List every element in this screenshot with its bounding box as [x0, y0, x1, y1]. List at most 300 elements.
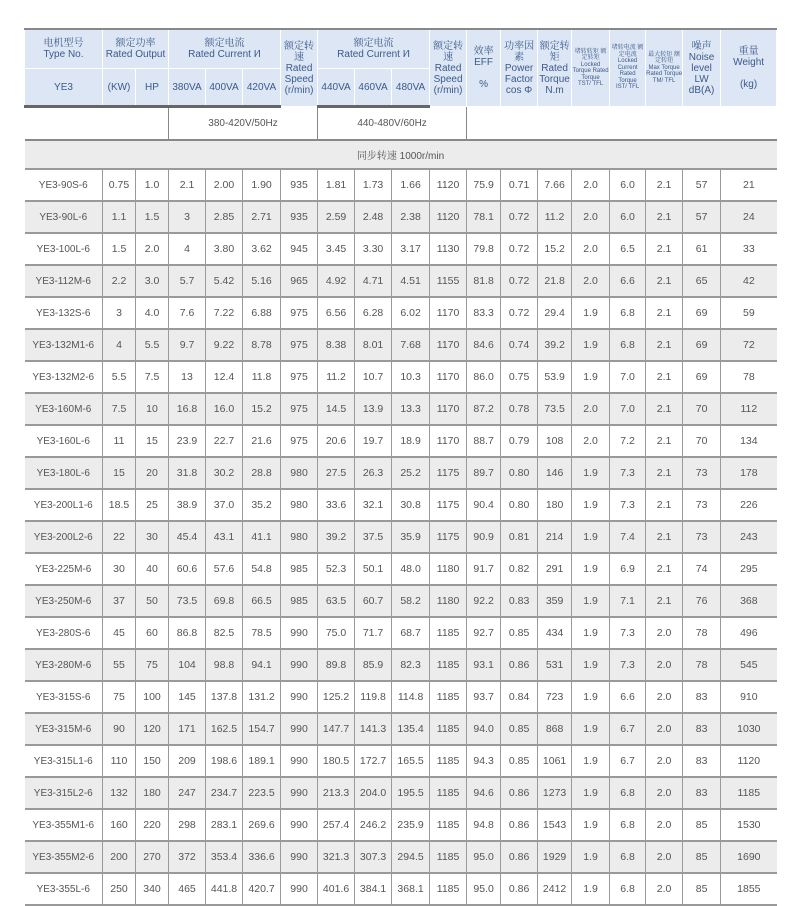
- value-cell: 60: [136, 617, 169, 649]
- value-cell: 2.0: [572, 201, 610, 233]
- value-cell: 154.7: [243, 713, 281, 745]
- value-cell: 89.8: [318, 649, 355, 681]
- value-cell: 2.0: [646, 745, 683, 777]
- value-cell: 1.9: [572, 809, 610, 841]
- header-current-60: [318, 29, 430, 69]
- blank-cell: [467, 107, 777, 141]
- value-cell: 73: [683, 521, 721, 553]
- value-cell: 2.1: [646, 265, 683, 297]
- value-cell: 6.7: [610, 713, 646, 745]
- value-cell: 2.1: [646, 233, 683, 265]
- value-cell: 24: [721, 201, 777, 233]
- torque-cn: 额定转矩: [539, 40, 570, 63]
- header-output: [103, 29, 169, 69]
- value-cell: 1185: [430, 809, 467, 841]
- value-cell: 0.79: [501, 425, 538, 457]
- speed-cn: 额定转速: [433, 40, 464, 63]
- blank-cell: [25, 107, 169, 141]
- tmax-cn: 最大转矩 额定转矩: [648, 51, 680, 65]
- value-cell: 3.80: [206, 233, 243, 265]
- eff-en: EFF: [474, 57, 494, 68]
- value-cell: 2.0: [572, 265, 610, 297]
- value-cell: 70: [683, 393, 721, 425]
- value-cell: 85: [683, 841, 721, 873]
- value-cell: 368: [721, 585, 777, 617]
- value-cell: 247: [169, 777, 206, 809]
- value-cell: 0.80: [501, 489, 538, 521]
- value-cell: 33: [721, 233, 777, 265]
- value-cell: 0.83: [501, 585, 538, 617]
- value-cell: 57: [683, 169, 721, 201]
- value-cell: 0.72: [501, 265, 538, 297]
- value-cell: 0.71: [501, 169, 538, 201]
- value-cell: 7.3: [610, 457, 646, 489]
- value-cell: 1.9: [572, 361, 610, 393]
- value-cell: 1.9: [572, 713, 610, 745]
- value-cell: 45: [103, 617, 136, 649]
- value-cell: 7.66: [538, 169, 572, 201]
- weight-unit: (kg): [739, 79, 758, 90]
- value-cell: 20.6: [318, 425, 355, 457]
- value-cell: 0.86: [501, 809, 538, 841]
- type-cell: YE3-280M-6: [25, 649, 103, 681]
- value-cell: 6.6: [610, 681, 646, 713]
- value-cell: 25.2: [392, 457, 430, 489]
- value-cell: 75: [103, 681, 136, 713]
- header-current-50: [169, 29, 281, 69]
- value-cell: 81.8: [467, 265, 501, 297]
- type-en: Type No.: [43, 49, 84, 60]
- header-440va: 440VA: [318, 69, 355, 107]
- current-en: Rated Current I⁄I: [188, 49, 261, 60]
- value-cell: 1120: [430, 201, 467, 233]
- value-cell: 6.8: [610, 297, 646, 329]
- value-cell: 1.9: [572, 649, 610, 681]
- value-cell: 63.5: [318, 585, 355, 617]
- value-cell: 975: [281, 329, 318, 361]
- value-cell: 2.0: [646, 713, 683, 745]
- value-cell: 71.7: [355, 617, 392, 649]
- type-cell: YE3-132M2-6: [25, 361, 103, 393]
- value-cell: 69: [683, 329, 721, 361]
- table-row: [25, 873, 777, 905]
- value-cell: 92.7: [467, 617, 501, 649]
- value-cell: 209: [169, 745, 206, 777]
- value-cell: 226: [721, 489, 777, 521]
- table-row: [25, 809, 777, 841]
- value-cell: 0.72: [501, 297, 538, 329]
- value-cell: 104: [169, 649, 206, 681]
- value-cell: 95.0: [467, 873, 501, 905]
- value-cell: 7.0: [610, 393, 646, 425]
- value-cell: 0.75: [103, 169, 136, 201]
- noise-cn: 噪声: [691, 40, 712, 52]
- value-cell: 531: [538, 649, 572, 681]
- value-cell: 2.38: [392, 201, 430, 233]
- header-eff: [467, 29, 501, 107]
- header-420va: 420VA: [243, 69, 281, 107]
- value-cell: 1.66: [392, 169, 430, 201]
- sync-speed-row: [25, 140, 777, 169]
- type-cell: YE3-280S-6: [25, 617, 103, 649]
- value-cell: 74: [683, 553, 721, 585]
- value-cell: 990: [281, 713, 318, 745]
- value-cell: 6.02: [392, 297, 430, 329]
- value-cell: 1690: [721, 841, 777, 873]
- value-cell: 1.9: [572, 329, 610, 361]
- value-cell: 434: [538, 617, 572, 649]
- value-cell: 1.73: [355, 169, 392, 201]
- value-cell: 11: [103, 425, 136, 457]
- value-cell: 75.0: [318, 617, 355, 649]
- value-cell: 55: [103, 649, 136, 681]
- eff-unit: %: [479, 79, 489, 90]
- value-cell: 990: [281, 745, 318, 777]
- value-cell: 7.3: [610, 617, 646, 649]
- freq-50hz: 380-420V/50Hz: [169, 107, 318, 141]
- value-cell: 94.1: [243, 649, 281, 681]
- value-cell: 7.1: [610, 585, 646, 617]
- value-cell: 985: [281, 553, 318, 585]
- value-cell: 0.74: [501, 329, 538, 361]
- value-cell: 15: [103, 457, 136, 489]
- value-cell: 30: [136, 521, 169, 553]
- value-cell: 200: [103, 841, 136, 873]
- value-cell: 723: [538, 681, 572, 713]
- value-cell: 1.9: [572, 745, 610, 777]
- value-cell: 72: [721, 329, 777, 361]
- value-cell: 26.3: [355, 457, 392, 489]
- value-cell: 1170: [430, 329, 467, 361]
- value-cell: 31.8: [169, 457, 206, 489]
- value-cell: 1855: [721, 873, 777, 905]
- header-torque: [538, 29, 572, 107]
- value-cell: 291: [538, 553, 572, 585]
- value-cell: 359: [538, 585, 572, 617]
- value-cell: 60.7: [355, 585, 392, 617]
- value-cell: 85.9: [355, 649, 392, 681]
- value-cell: 1061: [538, 745, 572, 777]
- value-cell: 7.3: [610, 489, 646, 521]
- value-cell: 70: [683, 425, 721, 457]
- value-cell: 1180: [430, 553, 467, 585]
- value-cell: 307.3: [355, 841, 392, 873]
- output-en: Rated Output: [105, 49, 166, 60]
- value-cell: 243: [721, 521, 777, 553]
- value-cell: 146: [538, 457, 572, 489]
- value-cell: 9.7: [169, 329, 206, 361]
- value-cell: 270: [136, 841, 169, 873]
- value-cell: 37.0: [206, 489, 243, 521]
- value-cell: 15: [136, 425, 169, 457]
- header-tst: [572, 29, 610, 107]
- value-cell: 1.5: [103, 233, 136, 265]
- value-cell: 204.0: [355, 777, 392, 809]
- value-cell: 57.6: [206, 553, 243, 585]
- value-cell: 0.81: [501, 521, 538, 553]
- value-cell: 7.2: [610, 425, 646, 457]
- value-cell: 135.4: [392, 713, 430, 745]
- table-row: [25, 553, 777, 585]
- value-cell: 189.1: [243, 745, 281, 777]
- value-cell: 10.7: [355, 361, 392, 393]
- value-cell: 2.0: [646, 777, 683, 809]
- value-cell: 58.2: [392, 585, 430, 617]
- value-cell: 990: [281, 617, 318, 649]
- type-cell: YE3-90S-6: [25, 169, 103, 201]
- value-cell: 283.1: [206, 809, 243, 841]
- value-cell: 8.78: [243, 329, 281, 361]
- value-cell: 3: [103, 297, 136, 329]
- value-cell: 1185: [430, 745, 467, 777]
- value-cell: 0.86: [501, 777, 538, 809]
- tmax-en: Max Torque Rated Torque: [646, 64, 683, 78]
- value-cell: 90: [103, 713, 136, 745]
- ist-cn: 堵转电流 额定电流: [611, 45, 644, 58]
- value-cell: 235.9: [392, 809, 430, 841]
- value-cell: 93.7: [467, 681, 501, 713]
- value-cell: 220: [136, 809, 169, 841]
- value-cell: 2.1: [646, 297, 683, 329]
- value-cell: 1130: [430, 233, 467, 265]
- value-cell: 990: [281, 841, 318, 873]
- header-type: [25, 29, 103, 69]
- value-cell: 0.75: [501, 361, 538, 393]
- value-cell: 7.5: [103, 393, 136, 425]
- torque-unit: N.m: [545, 84, 564, 96]
- value-cell: 78: [683, 649, 721, 681]
- noise-unit: dB(A): [688, 84, 715, 96]
- value-cell: 441.8: [206, 873, 243, 905]
- value-cell: 90.4: [467, 489, 501, 521]
- value-cell: 6.28: [355, 297, 392, 329]
- output-cn: 额定功率: [115, 38, 156, 49]
- value-cell: 1273: [538, 777, 572, 809]
- value-cell: 2.0: [136, 233, 169, 265]
- value-cell: 39.2: [318, 521, 355, 553]
- value-cell: 1.9: [572, 873, 610, 905]
- value-cell: 2.1: [646, 169, 683, 201]
- value-cell: 935: [281, 201, 318, 233]
- value-cell: 0.78: [501, 393, 538, 425]
- header-pf: [501, 29, 538, 107]
- value-cell: 73.5: [169, 585, 206, 617]
- table-row: [25, 233, 777, 265]
- value-cell: 10: [136, 393, 169, 425]
- table-header: [25, 29, 777, 107]
- eff-cn: 效率: [473, 46, 494, 57]
- table-row: [25, 777, 777, 809]
- value-cell: 120: [136, 713, 169, 745]
- value-cell: 5.42: [206, 265, 243, 297]
- value-cell: 98.8: [206, 649, 243, 681]
- value-cell: 980: [281, 489, 318, 521]
- value-cell: 15.2: [538, 233, 572, 265]
- header-480va: 480VA: [392, 69, 430, 107]
- value-cell: 2.0: [572, 425, 610, 457]
- value-cell: 27.5: [318, 457, 355, 489]
- value-cell: 1120: [721, 745, 777, 777]
- value-cell: 83: [683, 681, 721, 713]
- value-cell: 3.17: [392, 233, 430, 265]
- value-cell: 43.1: [206, 521, 243, 553]
- value-cell: 935: [281, 169, 318, 201]
- value-cell: 28.8: [243, 457, 281, 489]
- value-cell: 160: [103, 809, 136, 841]
- header-hp: HP: [136, 69, 169, 107]
- value-cell: 1543: [538, 809, 572, 841]
- type-cell: YE3-200L2-6: [25, 521, 103, 553]
- speed-unit: (r/min): [284, 84, 314, 96]
- value-cell: 975: [281, 393, 318, 425]
- value-cell: 125.2: [318, 681, 355, 713]
- value-cell: 5.5: [136, 329, 169, 361]
- value-cell: 95.0: [467, 841, 501, 873]
- value-cell: 7.4: [610, 521, 646, 553]
- value-cell: 150: [136, 745, 169, 777]
- weight-cn: 重量: [738, 46, 759, 57]
- value-cell: 83.3: [467, 297, 501, 329]
- table-row: [25, 713, 777, 745]
- value-cell: 147.7: [318, 713, 355, 745]
- value-cell: 13.9: [355, 393, 392, 425]
- value-cell: 295: [721, 553, 777, 585]
- value-cell: 1.5: [136, 201, 169, 233]
- value-cell: 50.1: [355, 553, 392, 585]
- value-cell: 213.3: [318, 777, 355, 809]
- value-cell: 9.22: [206, 329, 243, 361]
- value-cell: 2.85: [206, 201, 243, 233]
- table-row: [25, 201, 777, 233]
- value-cell: 6.8: [610, 809, 646, 841]
- value-cell: 1185: [430, 777, 467, 809]
- value-cell: 2.1: [646, 489, 683, 521]
- pf-unit: cos Φ: [505, 84, 533, 96]
- value-cell: 1.9: [572, 617, 610, 649]
- value-cell: 29.4: [538, 297, 572, 329]
- value-cell: 110: [103, 745, 136, 777]
- sync-speed: 同步转速 1000r/min: [25, 140, 777, 169]
- value-cell: 66.5: [243, 585, 281, 617]
- type-cell: YE3-355M2-6: [25, 841, 103, 873]
- torque-en: Rated Torque: [539, 62, 570, 85]
- frequency-row: [25, 107, 777, 141]
- value-cell: 119.8: [355, 681, 392, 713]
- value-cell: 18.9: [392, 425, 430, 457]
- type-cell: YE3-132M1-6: [25, 329, 103, 361]
- value-cell: 4: [103, 329, 136, 361]
- value-cell: 0.86: [501, 841, 538, 873]
- value-cell: 1120: [430, 169, 467, 201]
- type-cell: YE3-180L-6: [25, 457, 103, 489]
- value-cell: 172.7: [355, 745, 392, 777]
- table-row: [25, 745, 777, 777]
- value-cell: 7.6: [169, 297, 206, 329]
- value-cell: 1.9: [572, 457, 610, 489]
- table-row: [25, 265, 777, 297]
- value-cell: 5.16: [243, 265, 281, 297]
- value-cell: 16.8: [169, 393, 206, 425]
- value-cell: 171: [169, 713, 206, 745]
- value-cell: 6.8: [610, 329, 646, 361]
- motor-spec-table: [24, 28, 777, 906]
- value-cell: 78.1: [467, 201, 501, 233]
- value-cell: 1170: [430, 361, 467, 393]
- value-cell: 61: [683, 233, 721, 265]
- value-cell: 5.7: [169, 265, 206, 297]
- value-cell: 353.4: [206, 841, 243, 873]
- value-cell: 83: [683, 713, 721, 745]
- type-cell: YE3-100L-6: [25, 233, 103, 265]
- value-cell: 7.68: [392, 329, 430, 361]
- header-noise: [683, 29, 721, 107]
- value-cell: 68.7: [392, 617, 430, 649]
- value-cell: 0.72: [501, 201, 538, 233]
- value-cell: 990: [281, 809, 318, 841]
- value-cell: 37: [103, 585, 136, 617]
- value-cell: 4.92: [318, 265, 355, 297]
- value-cell: 134: [721, 425, 777, 457]
- noise-en: Noise level LW: [688, 51, 715, 85]
- speed-en: Rated Speed: [284, 62, 314, 85]
- value-cell: 1170: [430, 425, 467, 457]
- value-cell: 21: [721, 169, 777, 201]
- value-cell: 2.71: [243, 201, 281, 233]
- value-cell: 12.4: [206, 361, 243, 393]
- value-cell: 2.1: [646, 361, 683, 393]
- value-cell: 1170: [430, 393, 467, 425]
- value-cell: 69: [683, 361, 721, 393]
- value-cell: 19.7: [355, 425, 392, 457]
- value-cell: 180.5: [318, 745, 355, 777]
- value-cell: 37.5: [355, 521, 392, 553]
- value-cell: 48.0: [392, 553, 430, 585]
- value-cell: 82.3: [392, 649, 430, 681]
- value-cell: 131.2: [243, 681, 281, 713]
- value-cell: 137.8: [206, 681, 243, 713]
- value-cell: 52.3: [318, 553, 355, 585]
- value-cell: 1180: [430, 585, 467, 617]
- value-cell: 2.1: [646, 425, 683, 457]
- value-cell: 75: [136, 649, 169, 681]
- value-cell: 6.8: [610, 873, 646, 905]
- value-cell: 990: [281, 777, 318, 809]
- value-cell: 16.0: [206, 393, 243, 425]
- value-cell: 980: [281, 521, 318, 553]
- value-cell: 180: [136, 777, 169, 809]
- value-cell: 340: [136, 873, 169, 905]
- value-cell: 2.0: [646, 649, 683, 681]
- value-cell: 79.8: [467, 233, 501, 265]
- value-cell: 1175: [430, 457, 467, 489]
- value-cell: 298: [169, 809, 206, 841]
- value-cell: 69.8: [206, 585, 243, 617]
- value-cell: 2.00: [206, 169, 243, 201]
- value-cell: 20: [136, 457, 169, 489]
- value-cell: 30: [103, 553, 136, 585]
- value-cell: 85: [683, 809, 721, 841]
- value-cell: 2.1: [646, 201, 683, 233]
- table-row: [25, 617, 777, 649]
- table-meta: [25, 107, 777, 170]
- type-cell: YE3-315L1-6: [25, 745, 103, 777]
- value-cell: 1030: [721, 713, 777, 745]
- value-cell: 945: [281, 233, 318, 265]
- value-cell: 4.71: [355, 265, 392, 297]
- value-cell: 33.6: [318, 489, 355, 521]
- value-cell: 141.3: [355, 713, 392, 745]
- value-cell: 0.86: [501, 873, 538, 905]
